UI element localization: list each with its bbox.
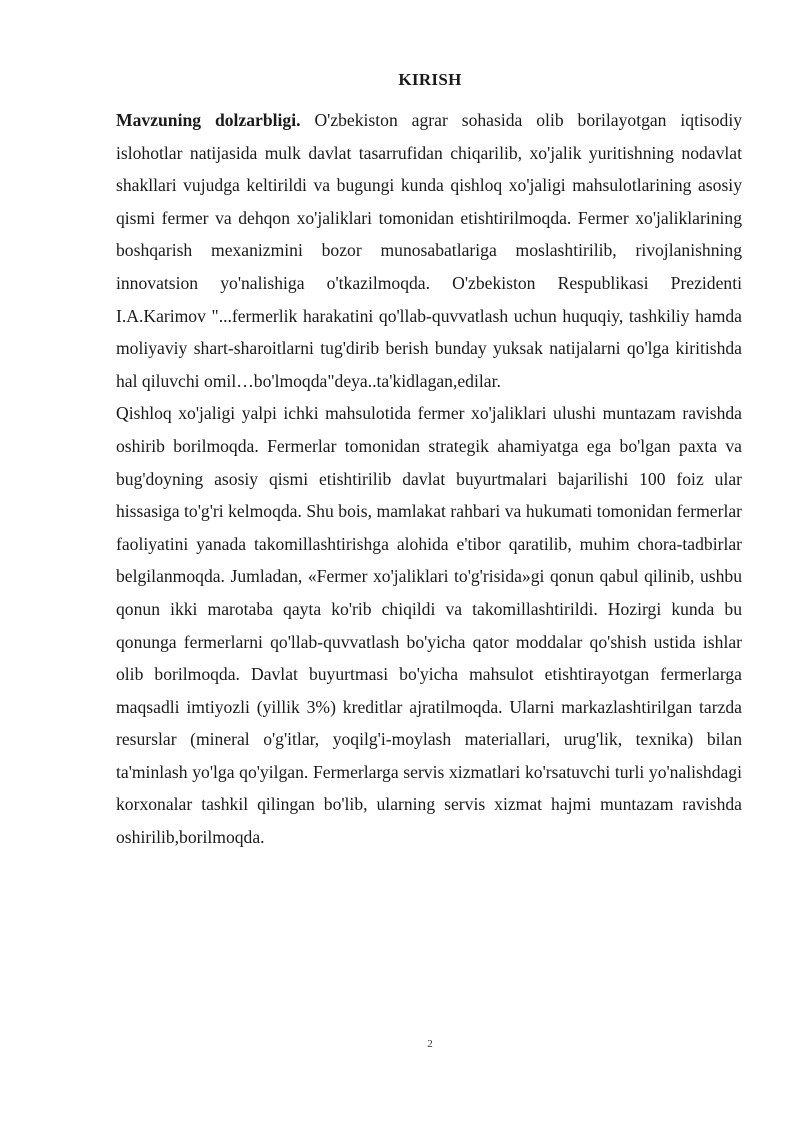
paragraph-text: O'zbekiston agrar sohasida olib borilayotgan iqtisodiy islohotlar natijasida mulk davlat tasarrufidan chiqarilib, xo'jalik yuritishning nodavlat shakllari vujudga keltirildi va bugungi kunda qishloq xo'jaligi mahsulotlarining asosiy qismi fermer va dehqon xo'jaliklari tomonidan etishtirilmoqda. Fermer xo'jaliklarining boshqarish mexanizmini bozor munosabatlariga moslashtirilib, rivojlanishning innovatsion yo'nalishiga o'tkazilmoqda. O'zbekiston Respublikasi Prezidenti I.A.Karimov "...fermerlik harakatini qo'llab-quvvatlash uchun huquqiy, tashkiliy hamda moliyaviy shart-sharoitlarni tug'dirib berish bunday yuksak natijalarni qo'lga kiritishda hal qiluvchi omil…bo'lmoqda"deya..ta'kidlagan,edilar. — [116, 110, 742, 391]
paragraph-lead: Mavzuning dolzarbligi. — [116, 110, 301, 130]
paragraph-agriculture — [116, 397, 742, 853]
body-text — [116, 104, 742, 854]
paragraph-relevance — [116, 104, 742, 397]
section-heading: KIRISH — [398, 70, 462, 89]
page-number: 2 — [427, 1038, 433, 1050]
paragraph-text: Qishloq xo'jaligi yalpi ichki mahsulotida fermer xo'jaliklari ulushi muntazam ravishda oshirib borilmoqda. Fermerlar tomonidan strategik ahamiyatga ega bo'lgan paxta va bug'doyning asosiy qismi etishtirilib davlat buyurtmalari bajarilishi 100 foiz ular hissasiga to'g'ri kelmoqda. Shu bois, mamlakat rahbari va hukumati tomonidan fermerlar faoliyatini yanada takomillashtirishga alohida e'tibor qaratilib, muhim chora-tadbirlar belgilanmoqda. Jumladan, «Fermer xo'jaliklari to'g'risida»gi qonun qabul qilinib, ushbu qonun ikki marotaba qayta ko'rib chiqildi va takomillashtirildi. Hozirgi kunda bu qonunga fermerlarni qo'llab-quvvatlash bo'yicha qator moddalar qo'shish ustida ishlar olib borilmoqda. Davlat buyurtmasi bo'yicha mahsulot etishtirayotgan fermerlarga maqsadli imtiyozli (yillik 3%) kreditlar ajratilmoqda. Ularni markazlashtirilgan tarzda resurslar (mineral o'g'itlar, yoqilg'i-moylash materiallari, urug'lik, texnika) bilan ta'minlash yo'lga qo'yilgan. Fermerlarga servis xizmatlari ko'rsatuvchi turli yo'nalishdagi korxonalar tashkil qilingan bo'lib, ularning servis xizmat hajmi muntazam ravishda oshirilib,borilmoqda. — [116, 403, 742, 848]
